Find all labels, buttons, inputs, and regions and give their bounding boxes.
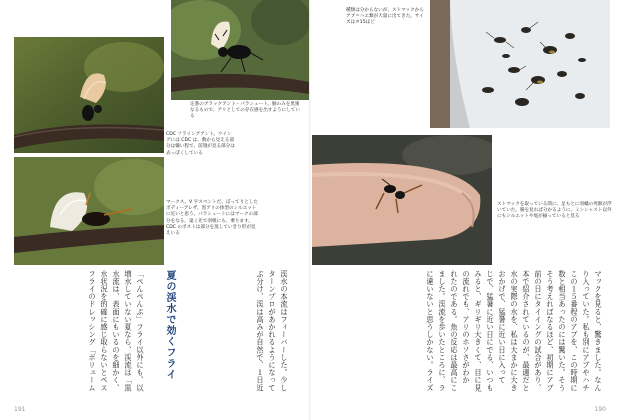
caption-marks: マークス。V 字スペントだ、ぼってりとしたボディーアレザ、黒アリの体型のシルエットに近いと思う。パラシュートにはマークの部分をなる。遠く先で羽根にも、乗ります。CDC のポストは部分を蒸していきり形が見えいる [166,200,258,237]
left-column-3: ぶ分け、渓は高みが自然で、１日近 [256,270,265,392]
right-column-15: に違いないと思うしかない。ライズ [426,270,435,392]
right-page [310,0,620,420]
left-column-5: 増水していない夏なら、渓流は「黒 [124,270,133,392]
right-column-7: 本で紹介されているのが、最適だと [522,270,531,392]
left-column-8: フライのドレッシング「ボリューム [88,270,97,392]
caption-cdc-flying-ant: CDC フライングアント。ウイングには CDC は、数から見える部分は嫌い程で、前翅が見る部分は去っぽくしている [166,132,235,156]
right-column-3: この１５番程のアブを、この時期に [570,270,579,392]
right-column-5: そう考えればなるほど、初期にアブ [546,270,555,392]
right-column-6: 前の日にタイイングの試合があり、 [534,270,543,392]
left-column-2: ターンプロがあかれるようになって [268,270,277,392]
caption-black-ant: 定番のブラックアント・パラシュート。胴のみを黒蜜なるもので、アリとしての存在感を出すようにしている [190,102,300,120]
right-column-8: 水の実際の水を、私は大まかに大き [510,270,519,392]
right-body-text [310,0,620,420]
left-column-4: 「ぺんぺんぷ」フライ以外にも、以 [136,270,145,392]
right-column-11: みると、ギリギリ大きくて、目に見 [474,270,483,392]
left-column-1: 渓水の本流はフィーバーした。少し [280,270,289,392]
left-column-7: 水状況を的確に感じ取らないとペス [100,270,109,392]
right-column-4: 数と相当あったのには驚いた。そう [558,270,567,392]
right-column-9: おかげで、猛暑に近い日に入って [498,270,507,384]
right-column-10: じで、猛暑に近い日にでる、いつも [486,270,495,392]
caption-stomach-contents: 種類は分からないが、ストマックからアブ＝ハエ類が大量に出てきた。サイズは＃15ほど [346,8,424,26]
right-column-14: ました。渓流を歩いたところに、ラ [438,270,447,392]
right-column-13: れたのである。魚の反応は最高にこ [450,270,459,392]
right-column-12: の流れでも、アリのホソさがわか [462,270,471,384]
section-heading: 夏の渓水で効くフライ [164,270,175,380]
page-number-right: 190 [594,406,606,413]
left-column-6: 水流は、表面にもいるのを細かく、 [112,270,121,392]
page-number-left: 191 [14,406,26,413]
caption-floating-ant: ストマックを取っている間に、足もとに羽蟻の死骸が浮いていた。腸を見れば分かるように、ミシシャスト以外にもシルエットや尾が揃っていると見る [497,202,612,220]
right-column-1: マックを見ると、驚きました。なん [594,270,603,392]
right-column-2: り入っていた。私も別にアブやハチ [582,270,591,392]
